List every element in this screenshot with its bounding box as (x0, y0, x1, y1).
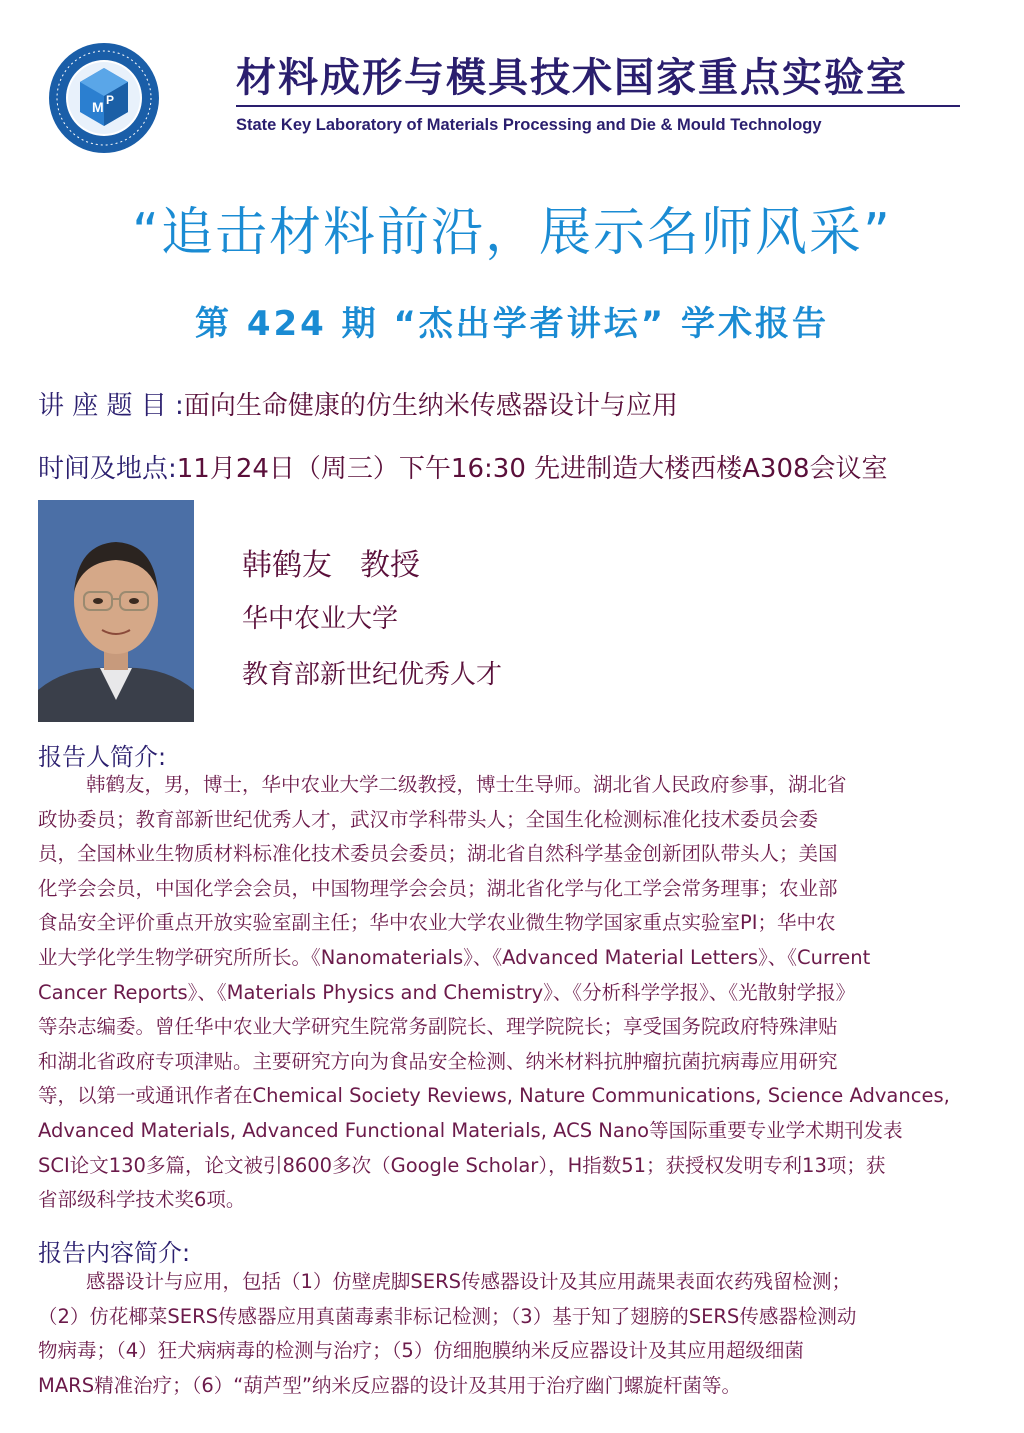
bio-line: 业大学化学生物学研究所所长。《Nanomaterials》、《Advanced Material Letters》、《Current (38, 945, 871, 969)
speaker-name-line (242, 540, 420, 584)
bio-line: SCI论文130多篇，论文被引8600多次（Google Scholar），H指数51；获授权发明专利13项；获 (38, 1153, 886, 1177)
bio-line: 韩鹤友，男，博士，华中农业大学二级教授，博士生导师。湖北省人民政府参事，湖北省 (86, 773, 847, 796)
content-line: MARS精准治疗；（6）“葫芦型”纳米反应器的设计及其用于治疗幽门螺旋杆菌等。 (38, 1373, 741, 1397)
header-divider (236, 105, 960, 107)
speaker-honor: 教育部新世纪优秀人才 (242, 660, 503, 690)
topic-row (38, 385, 678, 422)
bio-line: 和湖北省政府专项津贴。主要研究方向为食品安全检测、纳米材料抗肿瘤抗菌抗病毒应用研究 (38, 1049, 838, 1073)
topic-label: 讲 座 题 目 : (38, 391, 184, 421)
bio-line: Advanced Materials, Advanced Functional Materials, ACS Nano等国际重要专业学术期刊发表 (38, 1118, 903, 1142)
bio-heading: 报告人简介: (38, 743, 167, 771)
time-place-value: 11月24日（周三）下午16:30 先进制造大楼西楼A308会议室 (176, 454, 888, 484)
speaker-title: 教授 (360, 548, 420, 583)
content-text (38, 1265, 986, 1403)
bio-line: 化学会会员，中国化学会会员，中国物理学会会员；湖北省化学与化工学会常务理事；农业部 (38, 876, 838, 900)
time-place-row (38, 448, 888, 485)
bio-line: 政协委员；教育部新世纪优秀人才，武汉市学科带头人；全国生化检测标准化技术委员会委 (38, 807, 819, 831)
lab-logo (48, 42, 160, 154)
lab-name-en: State Key Laboratory of Materials Processing and Die & Mould Technology (236, 116, 822, 134)
bio-line: 等杂志编委。曾任华中农业大学研究生院常务副院长、理学院院长；享受国务院政府特殊津贴 (38, 1015, 838, 1039)
svg-text:P: P (106, 93, 115, 107)
content-line: 物病毒；（4）狂犬病病毒的检测与治疗；（5）仿细胞膜纳米反应器设计及其应用超级细菌 (38, 1339, 804, 1363)
lab-name-cn: 材料成形与模具技术国家重点实验室 (236, 55, 908, 101)
speaker-name: 韩鹤友 (242, 548, 332, 583)
bio-line: 员，全国林业生物质材料标准化技术委员会委员；湖北省自然科学基金创新团队带头人；美国 (38, 842, 838, 866)
bio-text (38, 768, 986, 1218)
bio-line: Cancer Reports》、《Materials Physics and Chemistry》、《分析科学学报》、《光散射学报》 (38, 980, 856, 1004)
content-line: （2）仿花椰菜SERS传感器应用真菌毒素非标记检测；（3）基于知了翅膀的SERS传感器检测动 (38, 1304, 857, 1328)
slogan: “追击材料前沿，展示名师风采” (132, 203, 892, 263)
speaker-photo (38, 500, 194, 722)
time-label: 时间及地点: (38, 454, 177, 484)
bio-line: 省部级科学技术奖6项。 (38, 1188, 246, 1212)
bio-line: 等，以第一或通讯作者在Chemical Society Reviews, Nature Communications, Science Advances, (38, 1084, 950, 1108)
topic-value: 面向生命健康的仿生纳米传感器设计与应用 (183, 391, 678, 421)
header (0, 0, 1024, 170)
svg-text:M: M (92, 99, 104, 115)
series-title: 第 424 期 “杰出学者讲坛” 学术报告 (194, 304, 829, 344)
content-heading: 报告内容简介: (38, 1239, 191, 1267)
bio-line: 食品安全评价重点开放实验室副主任；华中农业大学农业微生物学国家重点实验室PI；华中农 (38, 911, 836, 935)
content-line: 感器设计与应用，包括（1）仿壁虎脚SERS传感器设计及其应用蔬果表面农药残留检测； (86, 1270, 852, 1293)
speaker-org: 华中农业大学 (242, 604, 399, 634)
